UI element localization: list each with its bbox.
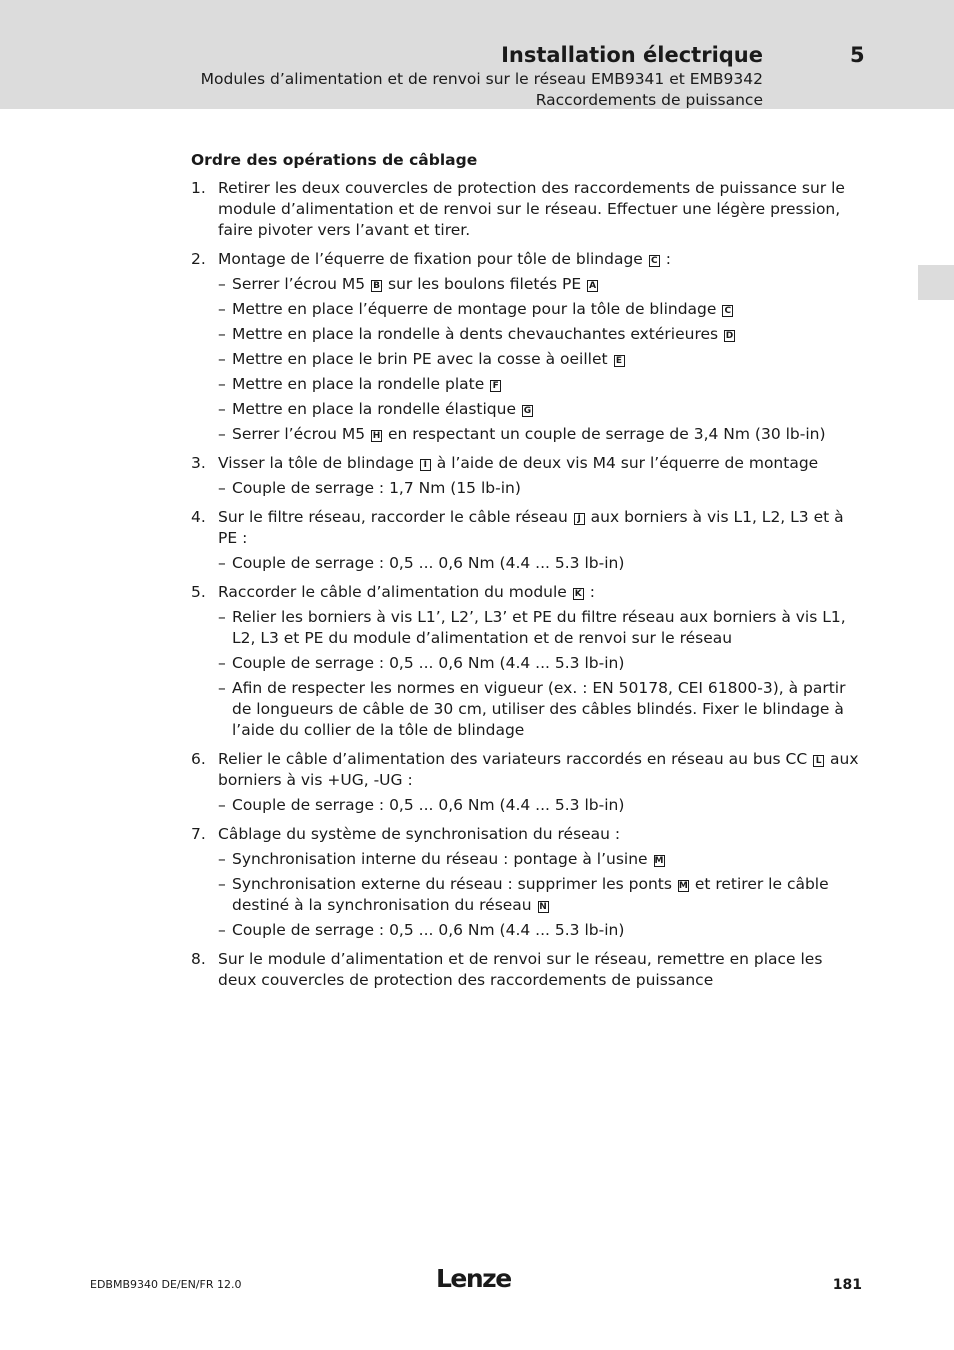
- step-item: [191, 453, 863, 499]
- reference-key-letter: C: [722, 305, 733, 317]
- step-number: 1.: [191, 179, 206, 197]
- reference-key-letter: M: [654, 856, 664, 866]
- chapter-title: Installation électrique: [501, 43, 763, 67]
- section-subtitle: Modules d’alimentation et de renvoi sur le réseau EMB9341 et EMB9342: [200, 70, 763, 88]
- step-text: [218, 949, 863, 991]
- reference-key-letter: B: [371, 280, 382, 292]
- text-segment: :: [584, 583, 595, 601]
- reference-key-letter: M: [678, 881, 688, 891]
- text-segment: Mettre en place la rondelle plate: [232, 375, 490, 393]
- page-header: [63, 41, 763, 111]
- step-text: [218, 582, 863, 603]
- reference-key-letter: L: [813, 755, 824, 767]
- text-segment: Sur le module d’alimentation et de renvoi sur le réseau, remettre en place les deux couvercles de protection des raccordements de puissance: [218, 950, 823, 989]
- text-segment: Synchronisation interne du réseau : pontage à l’usine: [232, 850, 653, 868]
- text-segment: Montage de l’équerre de fixation pour tôle de blindage: [218, 250, 648, 268]
- substep-list: [218, 553, 863, 574]
- substep-item: [218, 607, 863, 649]
- substep-list: [218, 274, 863, 445]
- step-text: [218, 453, 863, 474]
- substep-item: [218, 299, 863, 320]
- text-segment: Synchronisation externe du réseau : supprimer les ponts: [232, 875, 677, 893]
- substep-item: [218, 478, 863, 499]
- text-segment: Couple de serrage : 0,5 ... 0,6 Nm (4.4 ... 5.3 lb-in): [232, 921, 625, 939]
- document-id: EDBMB9340 DE/EN/FR 12.0: [90, 1278, 242, 1291]
- substep-item: [218, 678, 863, 741]
- step-item: [191, 507, 863, 574]
- text-segment: Couple de serrage : 0,5 ... 0,6 Nm (4.4 ... 5.3 lb-in): [232, 796, 625, 814]
- reference-key-letter: K: [573, 588, 584, 600]
- step-text: [218, 749, 863, 791]
- reference-key-letter: J: [574, 513, 585, 525]
- reference-key-letter: E: [614, 355, 625, 367]
- text-segment: Serrer l’écrou M5: [232, 275, 371, 293]
- section-heading: Ordre des opérations de câblage: [191, 151, 478, 169]
- text-segment: Sur le filtre réseau, raccorder le câble réseau: [218, 508, 573, 526]
- substep-item: [218, 920, 863, 941]
- text-segment: aux borniers à vis +UG, -UG :: [218, 750, 859, 789]
- text-segment: Relier le câble d’alimentation des variateurs raccordés en réseau au bus CC: [218, 750, 813, 768]
- substep-item: [218, 324, 863, 345]
- reference-key-letter: A: [587, 280, 598, 292]
- text-segment: Mettre en place le brin PE avec la cosse à oeillet: [232, 350, 613, 368]
- step-number: 4.: [191, 508, 206, 526]
- reference-key-letter: C: [649, 255, 660, 267]
- substep-item: [218, 399, 863, 420]
- step-number: 5.: [191, 583, 206, 601]
- substep-item: [218, 274, 863, 295]
- text-segment: :: [660, 250, 671, 268]
- substep-item: [218, 374, 863, 395]
- substep-item: [218, 424, 863, 445]
- text-segment: Afin de respecter les normes en vigueur (ex. : EN 50178, CEI 61800-3), à partir de longueurs de câble de 30 cm, utiliser des câbles blindés. Fixer le blindage à l’aide du collier de la tôle de blindage: [232, 679, 846, 739]
- reference-key-letter: D: [725, 331, 734, 341]
- substep-item: [218, 349, 863, 370]
- text-segment: Relier les borniers à vis L1’, L2’, L3’ et PE du filtre réseau aux borniers à vis L1, L2, L3 et PE du module d’alimentation et de renvoi sur le réseau: [232, 608, 846, 647]
- step-text: [218, 178, 863, 241]
- chapter-tab-marker: [918, 265, 954, 300]
- step-text: [218, 507, 863, 549]
- text-segment: Raccorder le câble d’alimentation du module: [218, 583, 572, 601]
- substep-list: [218, 607, 863, 741]
- step-item: [191, 749, 863, 816]
- text-segment: et retirer le câble destiné à la synchronisation du réseau: [232, 875, 829, 914]
- text-segment: en respectant un couple de serrage de 3,4 Nm (30 lb-in): [383, 425, 826, 443]
- page-number: 181: [832, 1277, 862, 1293]
- reference-key-letter: F: [490, 380, 501, 392]
- text-segment: Couple de serrage : 0,5 ... 0,6 Nm (4.4 ... 5.3 lb-in): [232, 554, 625, 572]
- text-segment: à l’aide de deux vis M4 sur l’équerre de montage: [431, 454, 819, 472]
- step-number: 3.: [191, 454, 206, 472]
- reference-key-letter: H: [372, 431, 381, 441]
- chapter-number: 5: [850, 43, 865, 67]
- step-text: [218, 249, 863, 270]
- text-segment: Mettre en place la rondelle élastique: [232, 400, 521, 418]
- text-segment: Mettre en place l’équerre de montage pour la tôle de blindage: [232, 300, 722, 318]
- step-number: 7.: [191, 825, 206, 843]
- step-number: 6.: [191, 750, 206, 768]
- step-item: [191, 582, 863, 741]
- substep-list: [218, 849, 863, 941]
- step-item: [191, 824, 863, 941]
- substep-item: [218, 553, 863, 574]
- text-segment: Visser la tôle de blindage: [218, 454, 419, 472]
- subsection-subtitle: Raccordements de puissance: [535, 91, 763, 109]
- step-item: [191, 949, 863, 991]
- step-item: [191, 178, 863, 241]
- lenze-logo: Lenze: [436, 1264, 511, 1293]
- text-segment: aux borniers à vis L1, L2, L3 et à PE :: [218, 508, 844, 547]
- reference-key-letter: I: [420, 459, 431, 471]
- reference-key-letter: G: [523, 406, 532, 416]
- substep-list: [218, 478, 863, 499]
- text-segment: Couple de serrage : 0,5 ... 0,6 Nm (4.4 ... 5.3 lb-in): [232, 654, 625, 672]
- substep-item: [218, 874, 863, 916]
- substep-list: [218, 795, 863, 816]
- main-content: [191, 150, 863, 999]
- wiring-steps-list: [191, 178, 863, 991]
- text-segment: sur les boulons filetés PE: [383, 275, 587, 293]
- text-segment: Câblage du système de synchronisation du réseau :: [218, 825, 621, 843]
- substep-item: [218, 795, 863, 816]
- step-number: 2.: [191, 250, 206, 268]
- step-item: [191, 249, 863, 445]
- substep-item: [218, 653, 863, 674]
- text-segment: Retirer les deux couvercles de protection des raccordements de puissance sur le module d’alimentation et de renvoi sur le réseau. Effectuer une légère pression, faire pivoter vers l’avant et tirer.: [218, 179, 845, 239]
- step-text: [218, 824, 863, 845]
- reference-key-letter: N: [539, 902, 547, 912]
- text-segment: Couple de serrage : 1,7 Nm (15 lb-in): [232, 479, 521, 497]
- text-segment: Serrer l’écrou M5: [232, 425, 371, 443]
- text-segment: Mettre en place la rondelle à dents chevauchantes extérieures: [232, 325, 724, 343]
- substep-item: [218, 849, 863, 870]
- step-number: 8.: [191, 950, 206, 968]
